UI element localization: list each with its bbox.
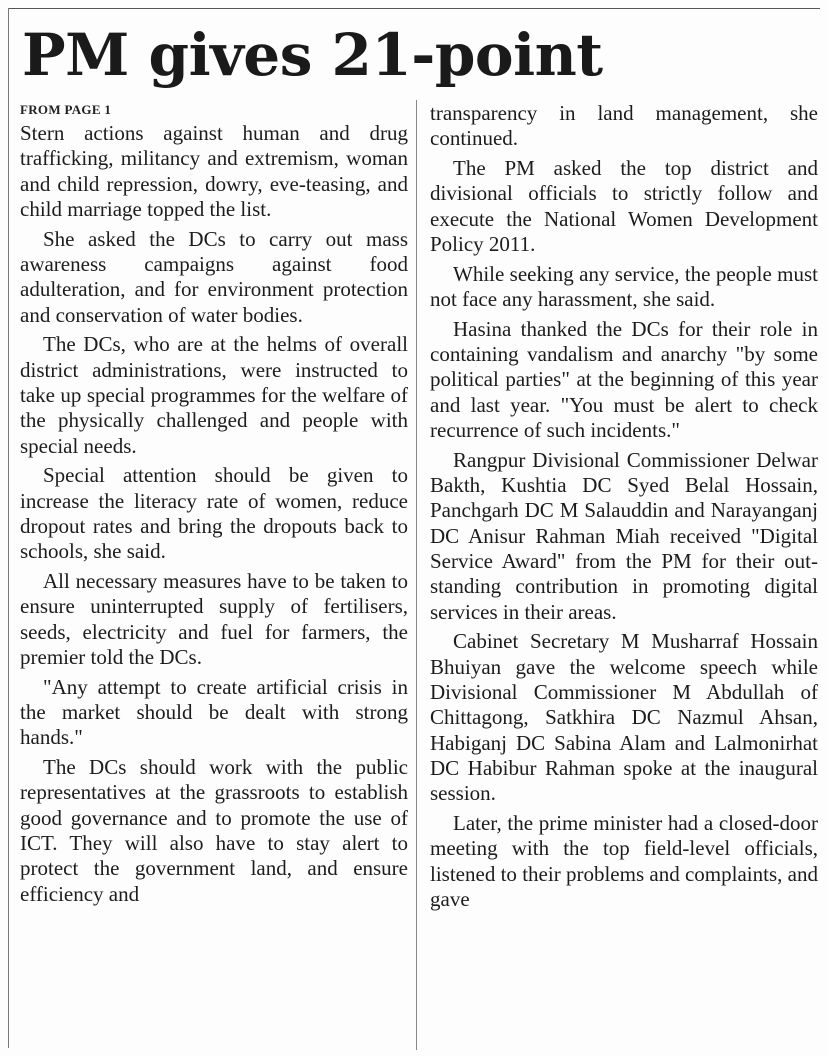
paragraph: The PM asked the top district and divisional officials to strictly follow and execute the National Women Development Policy 2011. [430,156,818,256]
top-rule [8,8,820,9]
paragraph: The DCs should work with the public representatives at the grassroots to establish good governance and to promote the use of ICT. They will also have to stay alert to protect the government land, and ensure efficiency and [20,755,408,906]
paragraph: Later, the prime minister had a closed-door meeting with the top field-level officials, listened to their problems and complaints, and gave [430,811,818,911]
paragraph: All necessary measures have to be taken to ensure uninterrupted supply of fertilisers, seeds, electricity and fuel for farmers, the premier told the DCs. [20,569,408,669]
paragraph: She asked the DCs to carry out mass awareness campaigns against food adulteration, and for environment protection and conservation of water bodies. [20,226,408,327]
paragraph: While seeking any service, the people must not face any harassment, she said. [430,261,818,312]
left-column [20,121,408,907]
paragraph: Rangpur Divisional Commissioner Delwar Bakth, Kushtia DC Syed Belal Hossain, Panchgarh DC M Salauddin and Narayanganj DC Anisur Rahman Miah received "Digital Service Award" from the PM for their outstanding contribution in promoting digital services in their areas. [430,447,818,624]
paragraph: Hasina thanked the DCs for their role in containing vandalism and anarchy "by some political parties" at the beginning of this year and last year. "You must be alert to check recurrence of such incidents." [430,316,818,443]
paragraph: Stern actions against human and drug trafficking, militancy and extremism, woman and child repression, dowry, eve-teasing, and child marriage topped the list. [20,121,408,221]
paragraph: Cabinet Secretary M Musharraf Hossain Bhuiyan gave the welcome speech while Divisional Commissioner M Abdullah of Chittagong, Satkhira DC Nazmul Ahsan, Habiganj DC Sabina Alam and Lalmonirhat DC Habibur Rahman spoke at the inaugural session. [430,629,818,806]
jump-line: FROM PAGE 1 [20,102,112,117]
paragraph: Special attention should be given to increase the literacy rate of women, reduce dropout rates and bring the dropouts back to schools, she said. [20,463,408,564]
paragraph: The DCs, who are at the helms of overall district administrations, were instructed to take up special programmes for the welfare of the physically challenged and people with special needs. [20,332,408,458]
column-divider [416,100,417,1050]
paragraph: transparency in land management, she continued. [430,101,818,151]
paragraph: "Any attempt to create artificial crisis in the market should be dealt with strong hands." [20,674,408,750]
headline: PM gives 21-point [22,21,603,89]
right-column [430,101,818,912]
left-rule [8,8,9,1048]
